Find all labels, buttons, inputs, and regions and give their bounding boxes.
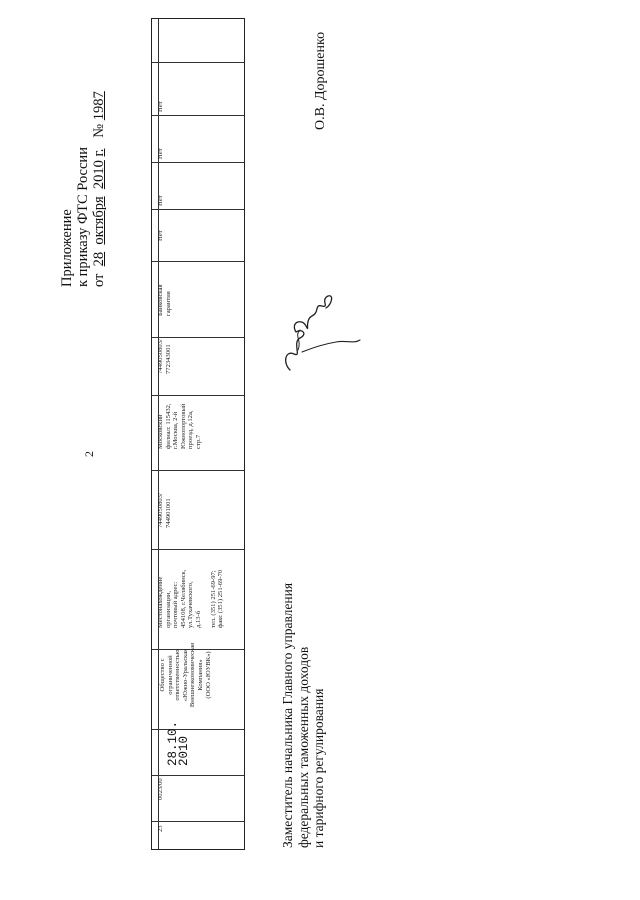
guarantee-line: гарантия bbox=[164, 291, 172, 316]
row-index: 23 bbox=[157, 825, 164, 832]
signer-name: О.В. Дорошенко bbox=[313, 31, 328, 130]
appendix-order-ref: к приказу ФТС России bbox=[75, 147, 91, 287]
year-value: 2010 bbox=[91, 160, 107, 190]
address-line: ул.Тухачевского, bbox=[187, 581, 195, 628]
row-divider bbox=[152, 209, 244, 210]
branch-line: стр.7 bbox=[194, 434, 202, 449]
organization-line: ответственностью bbox=[174, 649, 182, 701]
signatory-line2: федеральных таможенных доходов bbox=[295, 646, 311, 848]
page-number: 2 bbox=[82, 451, 96, 457]
no-cell-4: Нет bbox=[157, 101, 164, 112]
guarantee-line: Банковская bbox=[157, 284, 164, 316]
number-sign: № bbox=[91, 123, 107, 138]
row-divider bbox=[152, 62, 244, 63]
branch-inn-line: 7449050803/ bbox=[157, 339, 164, 374]
order-number: 1987 bbox=[91, 91, 107, 121]
branch-kpp-line: 772343001 bbox=[164, 344, 172, 374]
from-label: от bbox=[91, 273, 107, 287]
branch-line: проезд, д.12а, bbox=[187, 410, 195, 449]
organization-line: (ООО «ЮУВК») bbox=[204, 651, 212, 699]
address-line: организации, bbox=[164, 590, 172, 628]
address-line: Местонахождение bbox=[157, 576, 164, 628]
row-divider bbox=[152, 821, 244, 822]
year-suffix: г. bbox=[91, 148, 107, 157]
branch-line: филиал: 115432, bbox=[164, 403, 172, 449]
date-stamp bbox=[168, 721, 190, 766]
month-value: октября bbox=[91, 196, 107, 245]
address-line: д.13-б bbox=[194, 610, 202, 628]
no-cell-3: Нет bbox=[157, 148, 164, 159]
row-divider bbox=[152, 337, 244, 338]
signatory-line1: Заместитель начальника Главного управления bbox=[280, 582, 295, 848]
address-line: почтовый адрес: bbox=[172, 581, 180, 628]
organization-cell bbox=[159, 640, 212, 710]
row-divider bbox=[152, 261, 244, 262]
row-divider bbox=[152, 549, 244, 550]
date-stamp-line1: 28.10. bbox=[166, 720, 180, 766]
signatory-block bbox=[280, 583, 327, 848]
row-divider bbox=[152, 395, 244, 396]
organization-line: Общество с bbox=[159, 658, 166, 692]
kpp-line: 744901001 bbox=[164, 498, 172, 528]
branch-line: Московский bbox=[157, 414, 164, 449]
date-stamp-line2: 2010 bbox=[177, 735, 191, 766]
branch-line: Южнопортовый bbox=[179, 403, 187, 449]
row-divider bbox=[152, 775, 244, 776]
row-code: 0023/00 bbox=[157, 778, 164, 800]
organization-line: Компания» bbox=[196, 659, 204, 691]
row-divider bbox=[152, 470, 244, 471]
organization-line: ограниченной bbox=[166, 655, 174, 695]
row-divider bbox=[152, 115, 244, 116]
organization-line: Внешнеэкономическая bbox=[189, 642, 197, 708]
inn-kpp-cell bbox=[157, 493, 172, 528]
branch-line: г.Москва, 2-й bbox=[172, 411, 180, 449]
branch-cell bbox=[157, 403, 203, 449]
address-line: 454108, г.Челябинск, bbox=[179, 569, 187, 628]
fax-line: факс (351) 251-69-70 bbox=[217, 569, 225, 628]
appendix-header bbox=[59, 91, 107, 287]
organization-line: «Южно-Уральская bbox=[181, 648, 189, 702]
appendix-title: Приложение bbox=[59, 209, 75, 287]
row-divider bbox=[152, 162, 244, 163]
no-cell-2: Нет bbox=[157, 195, 164, 206]
no-cell-1: Нет bbox=[157, 230, 164, 241]
day-value: 28 bbox=[91, 251, 107, 267]
inn-line: 7449050803/ bbox=[157, 493, 164, 528]
branch-inn-kpp-cell bbox=[157, 339, 172, 374]
handwritten-signature bbox=[272, 292, 367, 382]
phone-line: тел. (351) 251-69-97; bbox=[209, 570, 217, 628]
address-cell bbox=[157, 570, 225, 628]
signatory-line3: и тарифного регулирования bbox=[311, 688, 326, 848]
appendix-date-line bbox=[91, 91, 107, 287]
guarantee-cell bbox=[157, 285, 172, 316]
